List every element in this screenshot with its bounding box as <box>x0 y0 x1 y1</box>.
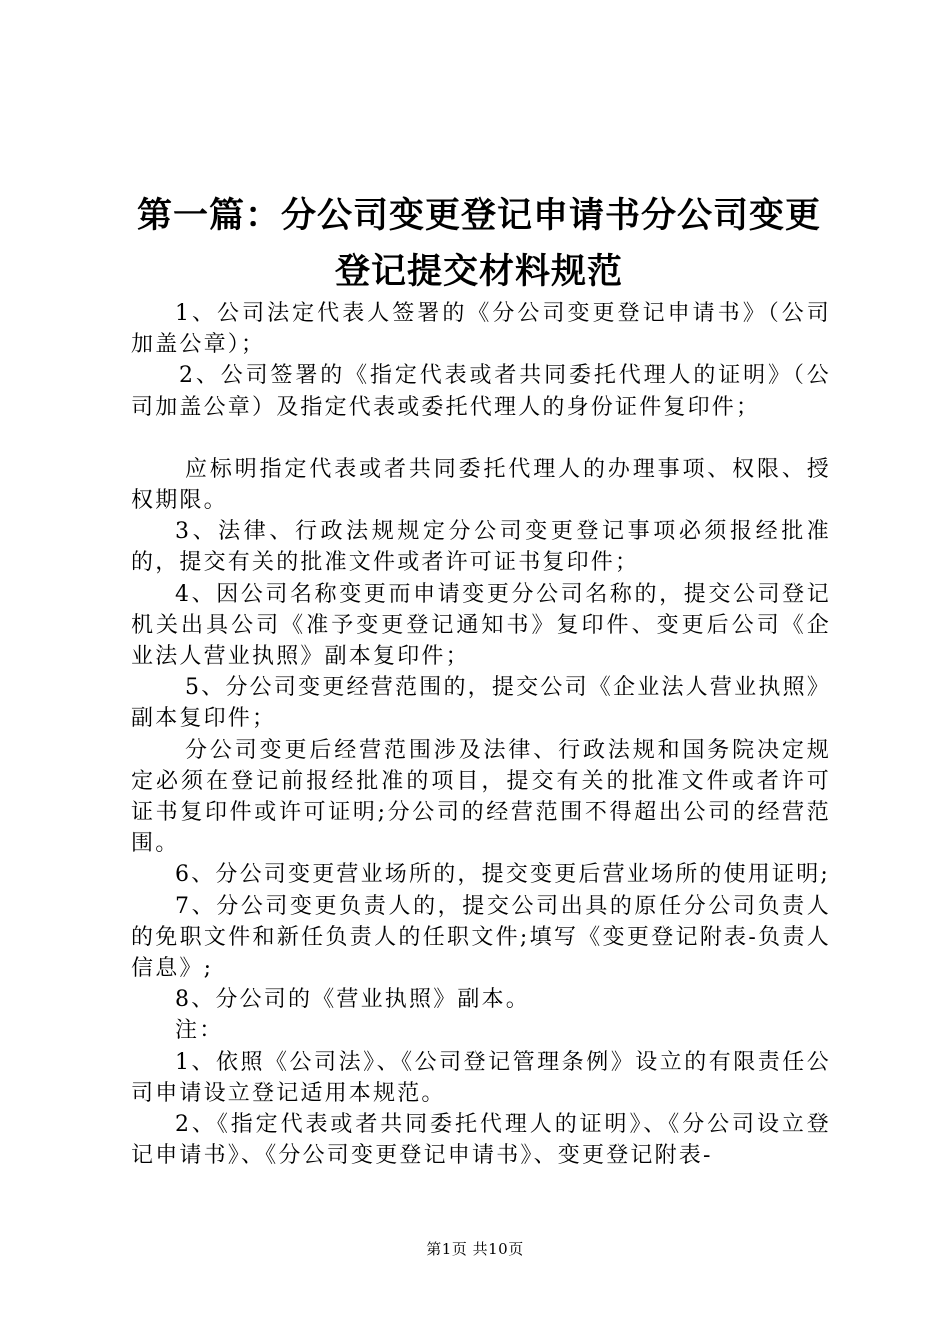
note-item-2: 2、《指定代表或者共同委托代理人的证明》、《分公司设立登记申请书》、《分公司变更登记申请书》、变更登记附表- <box>131 1112 831 1169</box>
paragraph-item-5: 5、分公司变更经营范围的，提交公司《企业法人营业执照》副本复印件； <box>131 675 831 732</box>
paragraph-gap <box>131 423 831 454</box>
document-title: 第一篇：分公司变更登记申请书分公司变更登记提交材料规范 <box>136 196 821 292</box>
paragraph-authorization-note: 应标明指定代表或者共同委托代理人的办理事项、权限、授权期限。 <box>131 456 831 514</box>
paragraph-item-1: 1、公司法定代表人签署的《分公司变更登记申请书》（公司加盖公章）； <box>131 301 831 358</box>
paragraph-item-2: 2、公司签署的《指定代表或者共同委托代理人的证明》（公司加盖公章）及指定代表或委托代理人的身份证件复印件； <box>131 363 831 420</box>
document-body <box>131 298 831 1171</box>
notes-heading: 注： <box>175 1018 224 1044</box>
paragraph-item-7: 7、分公司变更负责人的，提交公司出具的原任分公司负责人的免职文件和新任负责人的任职文件;填写《变更登记附表-负责人信息》; <box>131 893 831 982</box>
page-footer: 第1页 共10页 <box>426 1240 524 1258</box>
paragraph-item-4: 4、因公司名称变更而申请变更分公司名称的，提交公司登记机关出具公司《准予变更登记通知书》复印件、变更后公司《企业法人营业执照》副本复印件； <box>131 581 831 670</box>
paragraph-item-3: 3、法律、行政法规规定分公司变更登记事项必须报经批准的，提交有关的批准文件或者许可证书复印件； <box>131 519 831 576</box>
paragraph-item-8: 8、分公司的《营业执照》副本。 <box>175 987 530 1013</box>
paragraph-item-6: 6、分公司变更营业场所的，提交变更后营业场所的使用证明; <box>175 862 831 888</box>
paragraph-business-scope-note: 分公司变更后经营范围涉及法律、行政法规和国务院决定规定必须在登记前报经批准的项目，提交有关的批准文件或者许可证书复印件或许可证明;分公司的经营范围不得超出公司的经营范围。 <box>131 737 831 857</box>
note-item-1: 1、依照《公司法》、《公司登记管理条例》设立的有限责任公司申请设立登记适用本规范。 <box>131 1049 831 1106</box>
